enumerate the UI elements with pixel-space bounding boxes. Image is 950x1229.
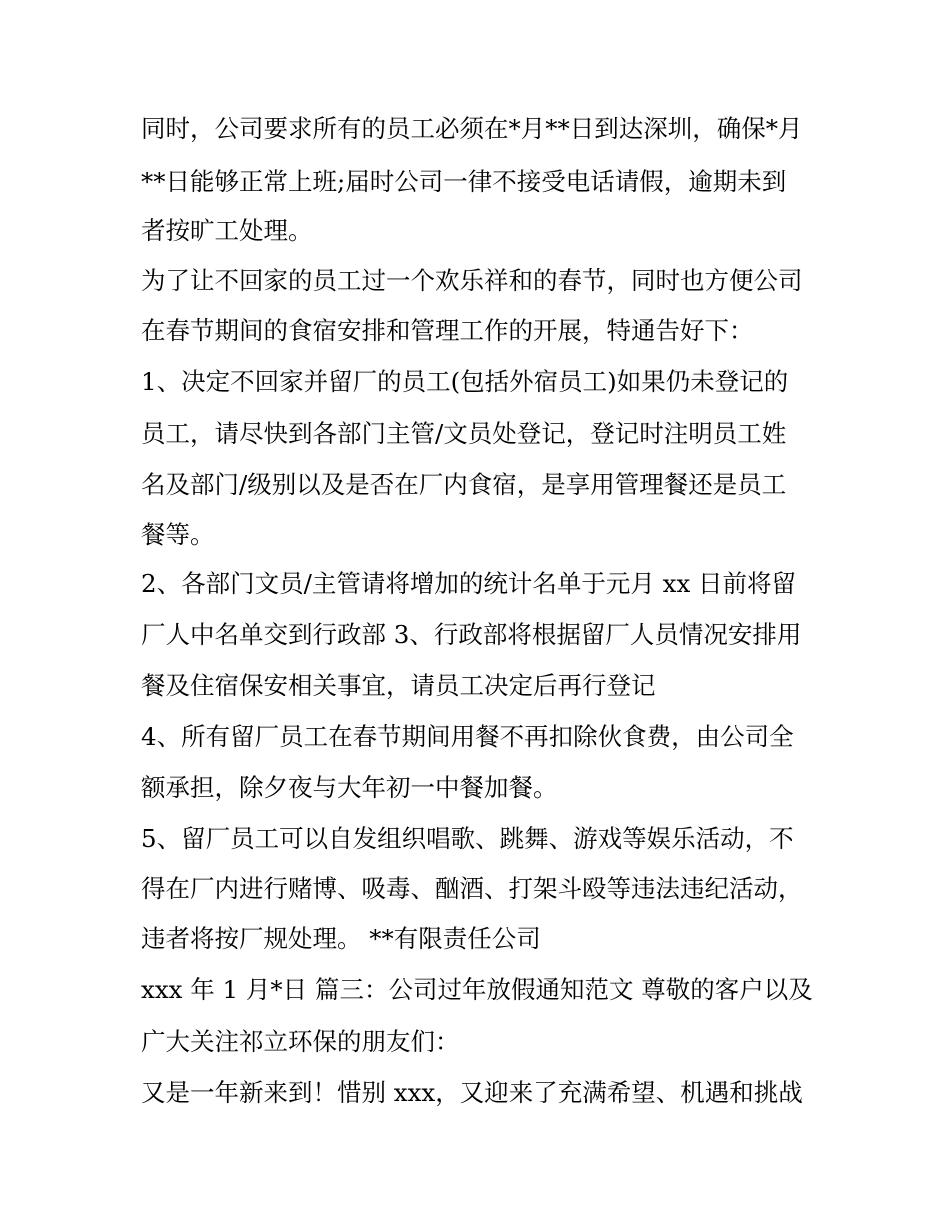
- text-line: 额承担，除夕夜与大年初一中餐加餐。: [141, 773, 558, 802]
- text-line: 5、留厂员工可以自发组织唱歌、跳舞、游戏等娱乐活动，不: [141, 824, 794, 853]
- text-line: 厂人中名单交到行政部 3、行政部将根据留厂人员情况安排用: [141, 620, 802, 649]
- text-line: 在春节期间的食宿安排和管理工作的开展，特通告好下：: [141, 316, 754, 345]
- text-line: xxx 年 1 月*日 篇三：公司过年放假通知范文 尊敬的客户以及: [141, 975, 813, 1004]
- text-line: 4、所有留厂员工在春节期间用餐不再扣除伙食费，由公司全: [141, 722, 794, 751]
- text-line: 为了让不回家的员工过一个欢乐祥和的春节，同时也方便公司: [141, 266, 803, 295]
- text-line: 得在厂内进行赌博、吸毒、酗酒、打架斗殴等违法违纪活动，: [141, 874, 803, 903]
- text-line: 餐及住宿保安相关事宜，请员工决定后再行登记: [141, 671, 656, 700]
- text-line: 1、决定不回家并留厂的员工(包括外宿员工)如果仍未登记的: [141, 367, 789, 396]
- text-line: 同时，公司要求所有的员工必须在*月**日到达深圳，确保*月: [141, 114, 803, 143]
- text-line: 名及部门/级别以及是否在厂内食宿，是享用管理餐还是员工: [141, 470, 787, 499]
- text-line: 违者将按厂规处理。 **有限责任公司: [141, 924, 541, 953]
- text-line: 又是一年新来到！惜别 xxx，又迎来了充满希望、机遇和挑战: [141, 1078, 803, 1107]
- text-line: 者按旷工处理。: [141, 216, 313, 245]
- text-line: 餐等。: [141, 520, 215, 549]
- text-line: **日能够正常上班;届时公司一律不接受电话请假，逾期未到: [141, 167, 787, 196]
- text-line: 员工，请尽快到各部门主管/文员处登记，登记时注明员工姓: [141, 419, 787, 448]
- text-line: 广大关注祁立环保的朋友们：: [141, 1027, 460, 1056]
- text-line: 2、各部门文员/主管请将增加的统计名单于元月 xx 日前将留: [141, 569, 797, 598]
